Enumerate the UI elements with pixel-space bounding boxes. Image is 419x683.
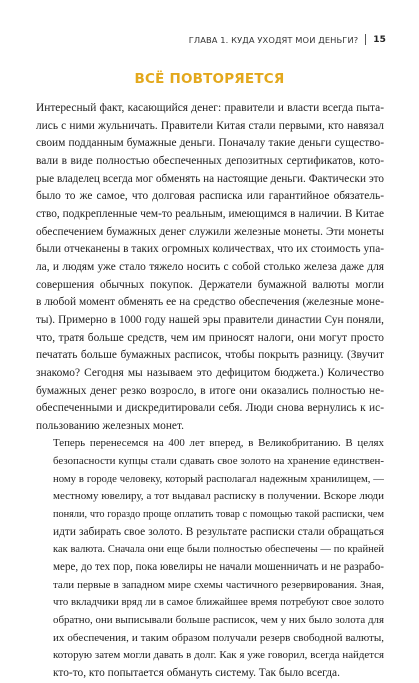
text-line: их обеспечения, и таким образом получали резерв свободной валюты, — [53, 631, 384, 644]
section-title: ВСЁ ПОВТОРЯЕТСЯ — [134, 71, 285, 87]
paragraph — [36, 435, 384, 682]
text-line: что вкладчики вряд ли в самое ближайшее время потребуют свое золото — [53, 596, 384, 609]
text-line: идти забирать свое золото. В результате расписки стали обращаться — [53, 525, 384, 538]
text-line: поняли, что гораздо проще оплатить товар с помощью такой расписки, чем — [53, 509, 384, 521]
body-text — [36, 100, 384, 683]
text-line: рые владелец всегда мог обменять на настоящие деньги. Фактически это — [36, 172, 384, 185]
text-line: вали в виде полностью обеспеченных депозитных сертификатов, кото- — [36, 154, 384, 167]
text-line: как валюта. Сначала они еще были полностью обеспечены — по крайней — [53, 544, 384, 556]
text-line: своим подданным бумажные деньги. Поначалу такие деньги существо- — [36, 137, 384, 150]
text-line: бумажных денег резко возросло, в итоге они оказались полностью не- — [36, 384, 384, 397]
header-divider — [365, 34, 366, 45]
text-line: ство, подкрепленные чем-то реальным, имеющимся в наличии. В Китае — [36, 207, 384, 220]
text-line: ты). Примерно в 1000 году нашей эры правители династии Сун поняли, — [36, 313, 384, 326]
text-line: печатать больше бумажных расписок, чтобы покрыть разницу. (Звучит — [36, 349, 384, 362]
text-line: пользованию железных монет. — [36, 419, 184, 432]
text-line: совершения обычных покупок. Держатели бумажной валюты могли — [36, 278, 384, 291]
text-line: мере, до тех пор, пока ювелиры не начали мошенничать и не разрабо- — [53, 561, 384, 574]
text-line: тали первые в западном мире схемы частичного резервирования. Зная, — [53, 578, 384, 591]
paragraph — [36, 100, 384, 435]
text-line: ному в городе человеку, который располагал надежным хранилищем, — — [53, 472, 384, 485]
text-line: ла, и людям уже стало тяжело носить с собой столько железа даже для — [36, 260, 384, 273]
text-line: которую затем могли давать в долг. Как я уже говорил, всегда найдется — [53, 649, 384, 662]
chapter-title: ГЛАВА 1. КУДА УХОДЯТ МОИ ДЕНЬГИ? — [188, 34, 359, 45]
text-line: в любой момент обменять ее на средство обеспечения (железные моне- — [36, 296, 384, 309]
text-line: местному ювелиру, а тот выдавал расписку в получении. Вскоре люди — [53, 490, 384, 503]
text-line: обеспечением бумажных денег служили железные монеты. Эти монеты — [36, 225, 384, 238]
text-line: было то же самое, что долговая расписка или гарантийное обязатель- — [36, 190, 384, 203]
text-line: что, тратя больше средств, чем им приносят налоги, они могут просто — [36, 331, 384, 344]
page-number: 15 — [373, 34, 386, 45]
text-line: Интересный факт, касающийся денег: правители и власти всегда пыта- — [36, 102, 384, 114]
text-line: кто-то, кто попытается обмануть систему. Так было всегда. — [53, 667, 340, 679]
text-line: обратно, они выписывали больше расписок, чем у них было золота для — [53, 614, 384, 627]
text-line: знакомо? Сегодня мы называем это дефицитом бюджета.) Количество — [36, 366, 384, 379]
text-line: обеспеченными и дискредитировали себя. Люди снова вернулись к ис- — [36, 402, 384, 415]
running-header — [189, 34, 386, 45]
text-line: Теперь перенесемся на 400 лет вперед, в Великобританию. В целях — [53, 437, 384, 450]
text-line: лись с ними жульничать. Правители Китая стали первыми, кто навязал — [36, 119, 384, 132]
text-line: были отчеканены в таких огромных количествах, что их стоимость упа- — [36, 243, 384, 256]
text-line: безопасности купцы стали сдавать свое золото на хранение единствен- — [53, 455, 384, 468]
